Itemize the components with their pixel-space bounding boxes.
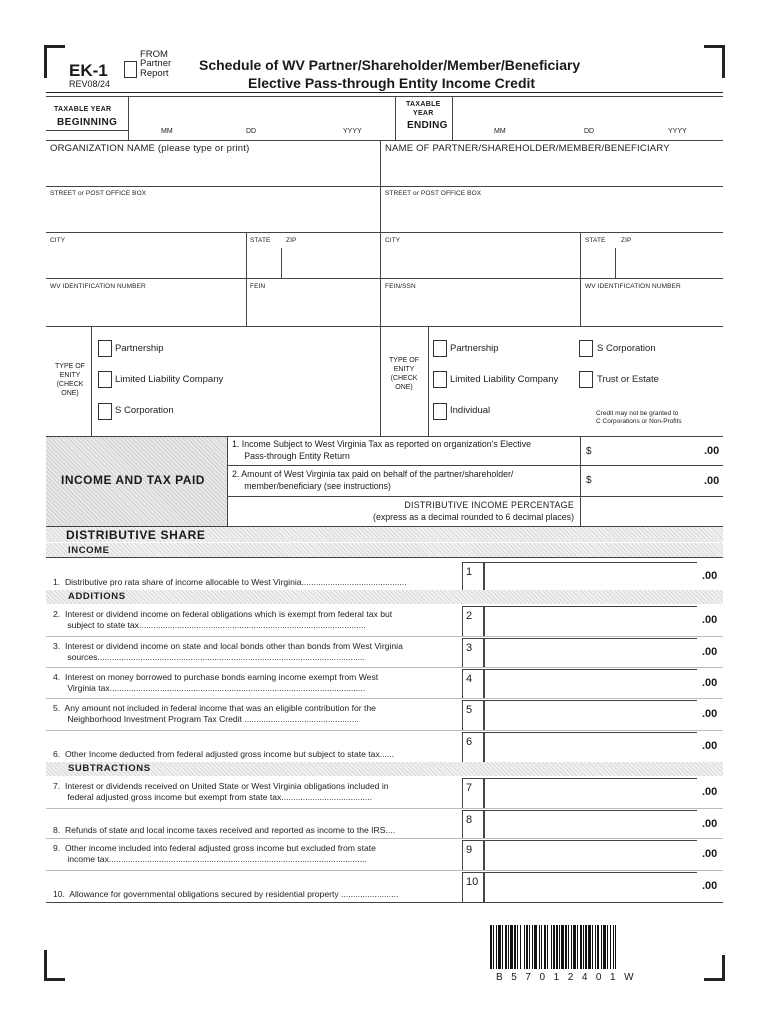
income-line2-text: 2. Amount of West Virginia tax paid on behalf of the partner/shareholder/ member/beneficiary (see instructions) [232,469,514,491]
org-state-label: STATE [250,237,271,244]
partner-partnership-label: Partnership [450,343,499,354]
taxable-year-label: TAXABLE YEAR [54,106,112,113]
barcode-bar [529,925,530,969]
barcode-bar [607,925,608,969]
rule [46,232,723,233]
barcode-bar [508,925,509,969]
barcode-bar [601,925,602,969]
partner-s-corporation-checkbox[interactable] [579,340,593,357]
barcode-bar [534,925,537,969]
line-4-description: 4. Interest on money borrowed to purchase bonds earning income exempt from West Virginia tax........................................................................................................... [53,672,379,693]
line-6-amount-input[interactable] [484,732,697,763]
barcode-bar [496,925,497,969]
line-1-description: 1. Distributive pro rata share of income allocable to West Virginia............................................ [53,577,407,587]
line-9-amount-input[interactable] [484,840,697,871]
org-partnership-checkbox[interactable] [98,340,112,357]
line-6-cents: .00 [702,740,718,752]
corner-mark-top-right [704,45,725,78]
line-7-amount-input[interactable] [484,778,697,809]
line-1-cents: .00 [702,570,718,582]
org-fein-label: FEIN [250,283,266,290]
org-zip-label: ZIP [286,237,297,244]
line-2-number: 2 [466,610,473,622]
partner-individual-checkbox[interactable] [433,403,447,420]
line-5-amount-input[interactable] [484,700,697,731]
line-6-number: 6 [466,736,473,748]
barcode-bar [580,925,582,969]
rule [580,436,581,526]
rule [227,436,228,526]
barcode-bar [588,925,591,969]
rule [46,130,128,131]
partner-s-corporation-label: S Corporation [597,343,656,354]
org-llc-checkbox[interactable] [98,371,112,388]
partner-wvid-input[interactable] [581,293,722,325]
rule [46,140,723,141]
barcode-bar [610,925,611,969]
partner-street-input[interactable] [381,200,722,232]
line-8-number: 8 [466,814,473,826]
barcode-bar [603,925,606,969]
barcode-bar [517,925,518,969]
line-2-cents: .00 [702,614,718,626]
income-section-label: INCOME [68,545,110,556]
line-9-description: 9. Other income included into federal adjusted gross income but excluded from state income tax............................................................................................................ [53,843,376,864]
line-10-description: 10. Allowance for governmental obligations secured by residential property ........................ [53,889,399,899]
org-name-input[interactable] [47,156,379,186]
line-5-description: 5. Any amount not included in federal income that was an eligible contribution for the Neighborhood Investment Program Tax Credit ................................................ [53,703,376,724]
barcode-bar [493,925,494,969]
barcode-bar [613,925,614,969]
rule [46,278,723,279]
end-date-field[interactable] [453,97,722,127]
additions-header [46,590,723,604]
begin-date-field[interactable] [129,97,395,127]
barcode-bar [514,925,516,969]
partner-llc-label: Limited Liability Company [450,374,559,385]
income-tax-paid-title: INCOME AND TAX PAID [61,473,205,487]
begin-mm-label: MM [161,128,173,135]
rule [227,465,723,466]
form-revision: REV08/24 [69,79,111,89]
partner-street-label: STREET or POST OFFICE BOX [385,190,482,197]
org-fein-input[interactable] [247,293,379,325]
pct-label-line1: DISTRIBUTIVE INCOME PERCENTAGE [404,500,574,510]
row-rule [46,730,723,731]
line-5-number: 5 [466,704,473,716]
income-line1-cents: .00 [704,445,720,457]
pct-label-line2: (express as a decimal rounded to 6 decimal places) [373,512,574,522]
partner-state-input[interactable] [581,248,614,278]
partner-individual-label: Individual [450,405,491,416]
line-1-number: 1 [466,566,473,578]
org-partnership-label: Partnership [115,343,164,354]
distributive-share-title: DISTRIBUTIVE SHARE [66,528,206,542]
rule [395,96,396,140]
barcode-bar [502,925,503,969]
partner-entity-type-label: TYPE OF ENITY (CHECK ONE) [389,357,419,391]
partner-report-label: Partner Report [140,58,172,79]
line-1-amount-input[interactable] [484,562,697,591]
barcode-bar [583,925,584,969]
barcode-bar [565,925,567,969]
ending-label: ENDING [407,120,448,131]
barcode-bar [595,925,596,969]
line-7-description: 7. Interest or dividends received on United State or West Virginia obligations included in federal adjusted gross income but exempt from state tax...................................... [53,781,389,802]
partner-name-label: NAME OF PARTNER/SHAREHOLDER/MEMBER/BENEFICIARY [385,143,670,154]
rule [227,496,723,497]
line-4-amount-input[interactable] [484,669,697,699]
barcode-bar [615,925,616,969]
barcode-bar [592,925,593,969]
barcode [488,925,704,971]
partner-name-input[interactable] [381,156,722,186]
income-line1-dollar: $ [586,446,592,457]
partner-partnership-checkbox[interactable] [433,340,447,357]
partner-llc-checkbox[interactable] [433,371,447,388]
row-rule [46,870,723,871]
barcode-bar [524,925,525,969]
begin-dd-label: DD [246,128,257,135]
barcode-bar [585,925,587,969]
line-9-number: 9 [466,844,473,856]
line-7-number: 7 [466,782,473,794]
line-8-amount-input[interactable] [484,810,697,839]
line-10-amount-input[interactable] [484,872,697,903]
line-5-cents: .00 [702,708,718,720]
org-zip-input[interactable] [282,248,379,278]
partner-state-label: STATE [585,237,606,244]
header-rule [46,92,723,93]
begin-yyyy-label: YYYY [343,128,362,135]
line-10-number: 10 [466,876,479,888]
income-line2-input[interactable] [598,467,698,493]
line-4-cents: .00 [702,677,718,689]
partner-feinssn-input[interactable] [381,293,579,325]
partner-feinssn-label: FEIN/SSN [385,283,416,290]
line-9-cents: .00 [702,848,718,860]
barcode-bar [568,925,569,969]
barcode-bar [577,925,578,969]
barcode-bar [561,925,564,969]
barcode-bar [553,925,555,969]
form-title-line2: Elective Pass-through Entity Income Credit [248,75,536,91]
partner-city-input[interactable] [381,248,579,278]
end-yyyy-label: YYYY [668,128,687,135]
line-3-cents: .00 [702,646,718,658]
line-8-description: 8. Refunds of state and local income taxes received and reported as income to the IRS.... [53,825,396,835]
barcode-bar [547,925,548,969]
barcode-bar [498,925,501,969]
partner-report-checkbox[interactable] [124,61,137,78]
org-street-label: STREET or POST OFFICE BOX [50,190,147,197]
income-line1-text: 1. Income Subject to West Virginia Tax as reported on organization's Elective Pass-through Entity Return [232,439,531,461]
rule [46,557,723,558]
subtractions-section-label: SUBTRACTIONS [68,763,151,774]
org-city-label: CITY [50,237,66,244]
barcode-bar [541,925,542,969]
barcode-bar [539,925,540,969]
rule [46,902,723,903]
barcode-bar [526,925,528,969]
form-title-line1: Schedule of WV Partner/Shareholder/Member/Beneficiary [199,57,581,73]
row-rule [46,667,723,668]
rule [428,326,429,436]
ending-taxable-year-label: TAXABLE YEAR [406,101,441,117]
rule [46,326,723,327]
line-8-cents: .00 [702,818,718,830]
rule [46,186,723,187]
org-entity-type-label: TYPE OF ENITY (CHECK ONE) [55,363,85,397]
form-id: EK-1 [69,61,108,80]
corner-mark-top-left [44,45,65,78]
corner-mark-bottom-left [44,950,65,981]
corner-mark-bottom-right [704,955,725,981]
from-label: FROM [140,49,168,60]
barcode-text: B 5 7 0 1 2 4 0 1 W [496,972,635,983]
org-city-input[interactable] [47,248,245,278]
org-street-input[interactable] [47,200,379,232]
additions-section-label: ADDITIONS [68,591,126,602]
rule [91,326,92,436]
partner-zip-input[interactable] [616,248,722,278]
partner-city-label: CITY [385,237,401,244]
org-wvid-label: WV IDENTIFICATION NUMBER [50,283,146,290]
line-3-number: 3 [466,642,473,654]
barcode-bar [551,925,552,969]
org-llc-label: Limited Liability Company [115,374,224,385]
partner-trust-estate-checkbox[interactable] [579,371,593,388]
barcode-bar [532,925,533,969]
line-7-cents: .00 [702,786,718,798]
beginning-label: BEGINNING [57,117,118,128]
income-line2-dollar: $ [586,475,592,486]
barcode-bar [510,925,513,969]
income-header [46,543,723,557]
barcode-bar [559,925,560,969]
c-corp-note: Credit may not be granted to C Corporations or Non-Profits [596,410,682,425]
row-rule [46,808,723,809]
barcode-bar [505,925,507,969]
org-name-label: ORGANIZATION NAME (please type or print) [50,143,250,154]
barcode-bar [520,925,521,969]
row-rule [46,838,723,839]
row-rule [46,636,723,637]
partner-trust-estate-label: Trust or Estate [597,374,659,385]
barcode-bar [571,925,572,969]
distributive-percentage-input[interactable] [582,498,722,525]
line-2-amount-input[interactable] [484,606,697,637]
line-3-amount-input[interactable] [484,638,697,668]
line-2-description: 2. Interest or dividend income on federal obligations which is exempt from federal tax but subject to state tax............................................................................................... [53,609,393,630]
barcode-bar [544,925,546,969]
barcode-bar [597,925,599,969]
line-10-cents: .00 [702,880,718,892]
line-6-description: 6. Other Income deducted from federal adjusted gross income but subject to state tax...... [53,749,395,759]
line-4-number: 4 [466,673,473,685]
row-rule [46,698,723,699]
barcode-bar [573,925,576,969]
org-s-corporation-label: S Corporation [115,405,174,416]
barcode-bar [556,925,558,969]
end-dd-label: DD [584,128,595,135]
org-wvid-input[interactable] [47,293,245,325]
barcode-bar [490,925,492,969]
org-state-input[interactable] [247,248,280,278]
income-line1-input[interactable] [598,438,698,464]
end-mm-label: MM [494,128,506,135]
partner-wvid-label: WV IDENTIFICATION NUMBER [585,283,681,290]
org-s-corporation-checkbox[interactable] [98,403,112,420]
income-line2-cents: .00 [704,475,720,487]
line-3-description: 3. Interest or dividend income on state and local bonds other than bonds from West Virginia sources................................................................................................................ [53,641,403,662]
partner-zip-label: ZIP [621,237,632,244]
